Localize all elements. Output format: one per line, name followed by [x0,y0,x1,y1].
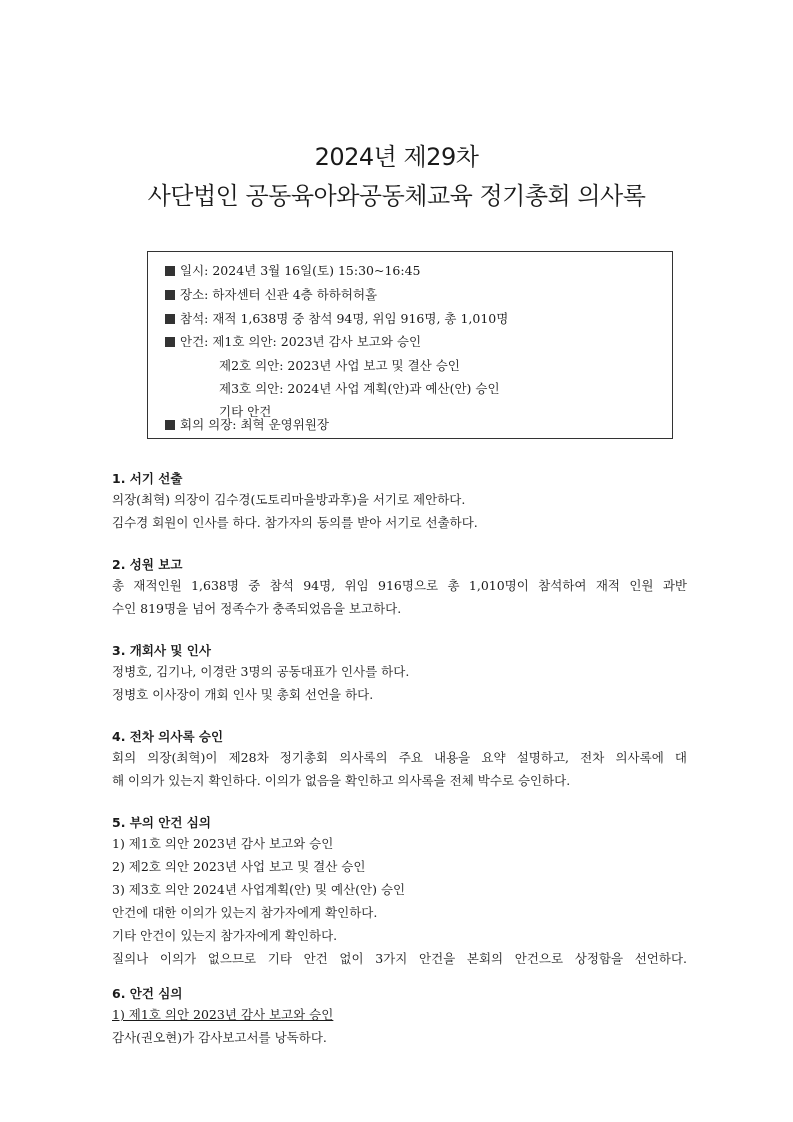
info-agenda-item-3: 제3호 의안: 2024년 사업 계획(안)과 예산(안) 승인 [219,381,500,396]
section-line: 감사(권오현)가 감사보고서를 낭독하다. [112,1030,327,1045]
section-1 [112,470,687,534]
square-bullet-icon [165,290,175,300]
section-line: 회의 의장(최혁)이 제28차 정기총회 의사록의 주요 내용을 요약 설명하고, 전차 의사록에 대 [112,750,687,765]
section-line: 정병호, 김기나, 이경란 3명의 공동대표가 인사를 하다. [112,664,410,679]
info-agenda-item-2: 제2호 의안: 2023년 사업 보고 및 결산 승인 [219,358,460,373]
square-bullet-icon [165,266,175,276]
section-line: 김수경 회원이 인사를 하다. 참가자의 동의를 받아 서기로 선출하다. [112,515,478,530]
square-bullet-icon [165,314,175,324]
section-line: 기타 안건이 있는지 참가자에게 확인하다. [112,928,338,943]
section-line: 2) 제2호 의안 2023년 사업 보고 및 결산 승인 [112,859,366,874]
section-line: 질의나 이의가 없으므로 기타 안건 없이 3가지 안건을 본회의 안건으로 상정함을 선언하다. [112,951,687,966]
section-subheading: 1) 제1호 의안 2023년 감사 보고와 승인 [112,1007,334,1022]
info-agenda-item-other: 기타 안건 [219,404,272,419]
info-attendance: 참석: 재적 1,638명 중 참석 94명, 위임 916명, 총 1,010명 [165,310,508,328]
section-line: 의장(최혁) 의장이 김수경(도토리마을방과후)을 서기로 제안하다. [112,492,466,507]
section-line: 정병호 이사장이 개회 인사 및 총회 선언을 하다. [112,687,374,702]
section-5 [112,814,687,970]
meeting-info-box [147,251,673,439]
section-heading: 2. 성원 보고 [112,557,183,572]
section-4 [112,728,687,792]
section-heading: 1. 서기 선출 [112,471,183,486]
section-3 [112,642,687,706]
section-heading: 6. 안건 심의 [112,986,183,1001]
document-subtitle: 사단법인 공동육아와공동체교육 정기총회 의사록 [147,182,646,210]
square-bullet-icon [165,337,175,347]
section-line: 안건에 대한 이의가 있는지 참가자에게 확인하다. [112,905,378,920]
info-place: 장소: 하자센터 신관 4층 하하허허홀 [165,286,377,304]
info-chair: 회의 의장: 최혁 운영위원장 [165,416,329,434]
section-2 [112,556,687,620]
section-heading: 3. 개회사 및 인사 [112,643,211,658]
section-heading: 4. 전차 의사록 승인 [112,729,224,744]
section-line: 수인 819명을 넘어 정족수가 충족되었음을 보고하다. [112,601,402,616]
section-line: 3) 제3호 의안 2024년 사업계획(안) 및 예산(안) 승인 [112,882,406,897]
section-line: 총 재적인원 1,638명 중 참석 94명, 위임 916명으로 총 1,010명이 참석하여 재적 인원 과반 [112,578,687,593]
info-date: 일시: 2024년 3월 16일(토) 15:30~16:45 [165,262,421,280]
section-heading: 5. 부의 안건 심의 [112,815,211,830]
info-agenda: 안건: 제1호 의안: 2023년 감사 보고와 승인 [165,333,421,351]
section-line: 1) 제1호 의안 2023년 감사 보고와 승인 [112,836,334,851]
section-6 [112,985,687,1049]
square-bullet-icon [165,420,175,430]
section-line: 해 이의가 있는지 확인하다. 이의가 없음을 확인하고 의사록을 전체 박수로 승인하다. [112,773,571,788]
document-title: 2024년 제29차 [314,143,479,171]
